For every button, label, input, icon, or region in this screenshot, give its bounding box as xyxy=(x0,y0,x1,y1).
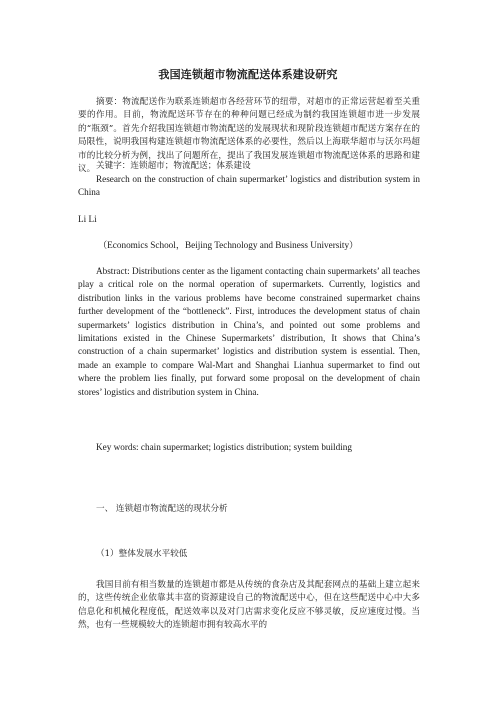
paper-title: 我国连锁超市物流配送体系建设研究 xyxy=(158,68,338,81)
english-keywords: Key words: chain supermarket; logistics distribution; system building xyxy=(96,442,352,452)
chinese-keywords: 关键字：连锁超市；物流配送；体系建设 xyxy=(96,161,251,171)
author-name: Li Li xyxy=(78,214,97,224)
section-heading: 一、 连锁超市物流配送的现状分析 xyxy=(96,504,228,514)
subsection-heading: （1）整体发展水平较低 xyxy=(96,549,188,559)
body-paragraph: 我国目前有相当数量的连锁超市都是从传统的食杂店及其配套网点的基础上建立起来的，这些传统企业依靠其丰富的资源建设自己的物流配送中心，但在这些配送中心中大多信息化和机械化程度低，配送效率以及对门店需求变化反应不够灵敏，反应速度过慢。当然，也有一些规模较大的连锁超市拥有较高水平的 xyxy=(78,580,420,631)
english-abstract: Abstract: Distributions center as the ligament contacting chain supermarkets’ all teaches play a critical role on the normal operation of supermarkets. Currently, logistics and distribution links in the various problems have become constrained supermarket chains further development of the “bottleneck”. First, introduces the development status of chain supermarkets’ logistics distribution in China’s, and pointed out some problems and limitations existed in the Chinese Supermarkets’ distribution, It shows that China’s construction of a chain supermarket’ logistics and distribution system is essential. Then, made an example to compare Wal-Mart and Shanghai Lianhua supermarket to find out where the problem lies finally, put forward some proposal on the development of chain stores’ logistics and distribution system in China. xyxy=(78,266,420,397)
chinese-abstract: 摘要：物流配送作为联系连锁超市各经营环节的纽带，对超市的正常运营起着至关重要的作用。目前，物流配送环节存在的种种问题已经成为制约我国连锁超市进一步发展的“瓶颈”。首先介绍我国连锁超市物流配送的发展现状和现阶段连锁超市配送方案存在的局限性，说明我国构建连锁超市物流配送体系的必要性，然后以上海联华超市与沃尔玛超市的比较分析为例，找出了问题所在，提出了我国发展连锁超市物流配送体系的思路和建议。 xyxy=(78,97,420,175)
english-title: Research on the construction of chain supermarket’ logistics and distribution system in China xyxy=(78,174,420,198)
author-affiliation: （Economics School，Beijing Technology and Business University） xyxy=(98,240,359,250)
